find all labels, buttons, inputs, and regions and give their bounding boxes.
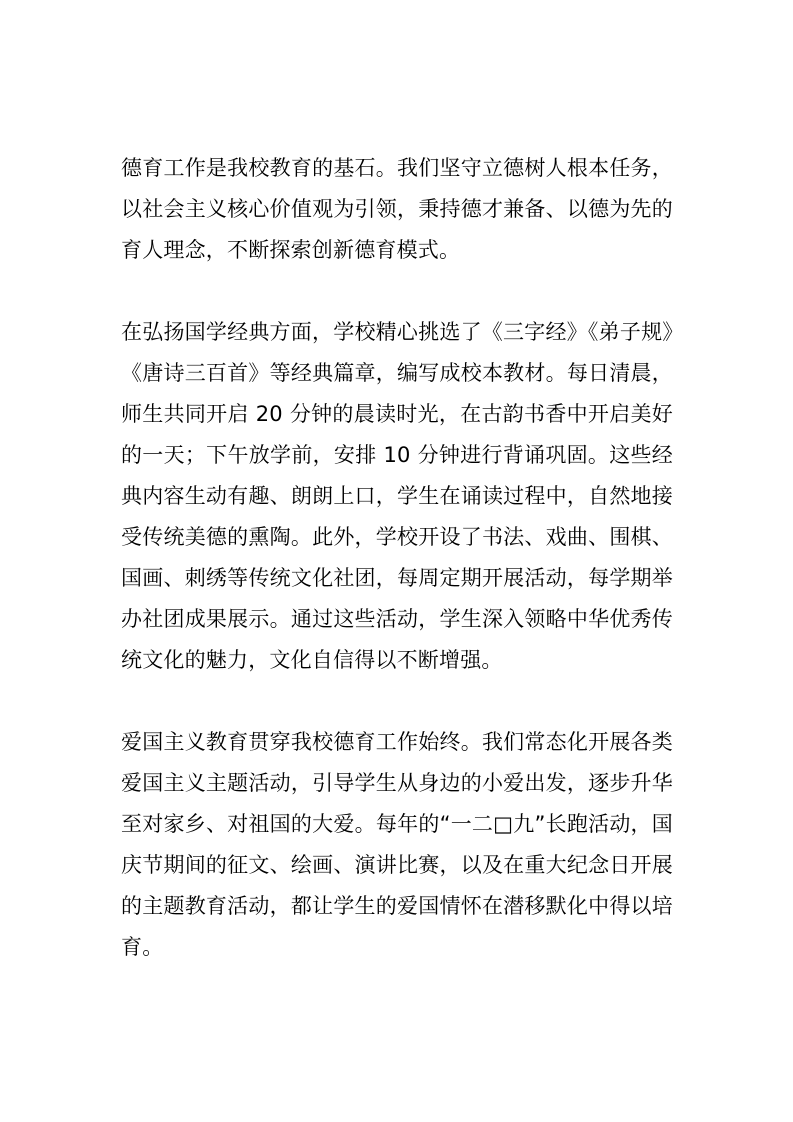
document-page <box>121 148 673 968</box>
paragraph-patriotism: 爱国主义教育贯穿我校德育工作始终。我们常态化开展各类爱国主义主题活动，引导学生从身边的小爱出发，逐步升华至对家乡、对祖国的大爱。每年的“一二□九”长跑活动，国庆节期间的征文、绘画、演讲比赛，以及在重大纪念日开展的主题教育活动，都让学生的爱国情怀在潜移默化中得以培育。 <box>121 730 673 959</box>
paragraph-moral-education: 德育工作是我校教育的基石。我们坚守立德树人根本任务，以社会主义核心价值观为引领，秉持德才兼备、以德为先的育人理念，不断探索创新德育模式。 <box>121 156 673 262</box>
paragraph-classics: 在弘扬国学经典方面，学校精心挑选了《三字经》《弟子规》《唐诗三百首》等经典篇章，编写成校本教材。每日清晨，师生共同开启 20 分钟的晨读时光，在古韵书香中开启美好的一天；下午放学前，安排 10 分钟进行背诵巩固。这些经典内容生动有趣、朗朗上口，学生在诵读过程中，自然地接受传统美德的熏陶。此外，学校开设了书法、戏曲、围棋、国画、刺绣等传统文化社团，每周定期开展活动，每学期举办社团成果展示。通过这些活动，学生深入领略中华优秀传统文化的魅力，文化自信得以不断增强。 <box>121 320 673 672</box>
